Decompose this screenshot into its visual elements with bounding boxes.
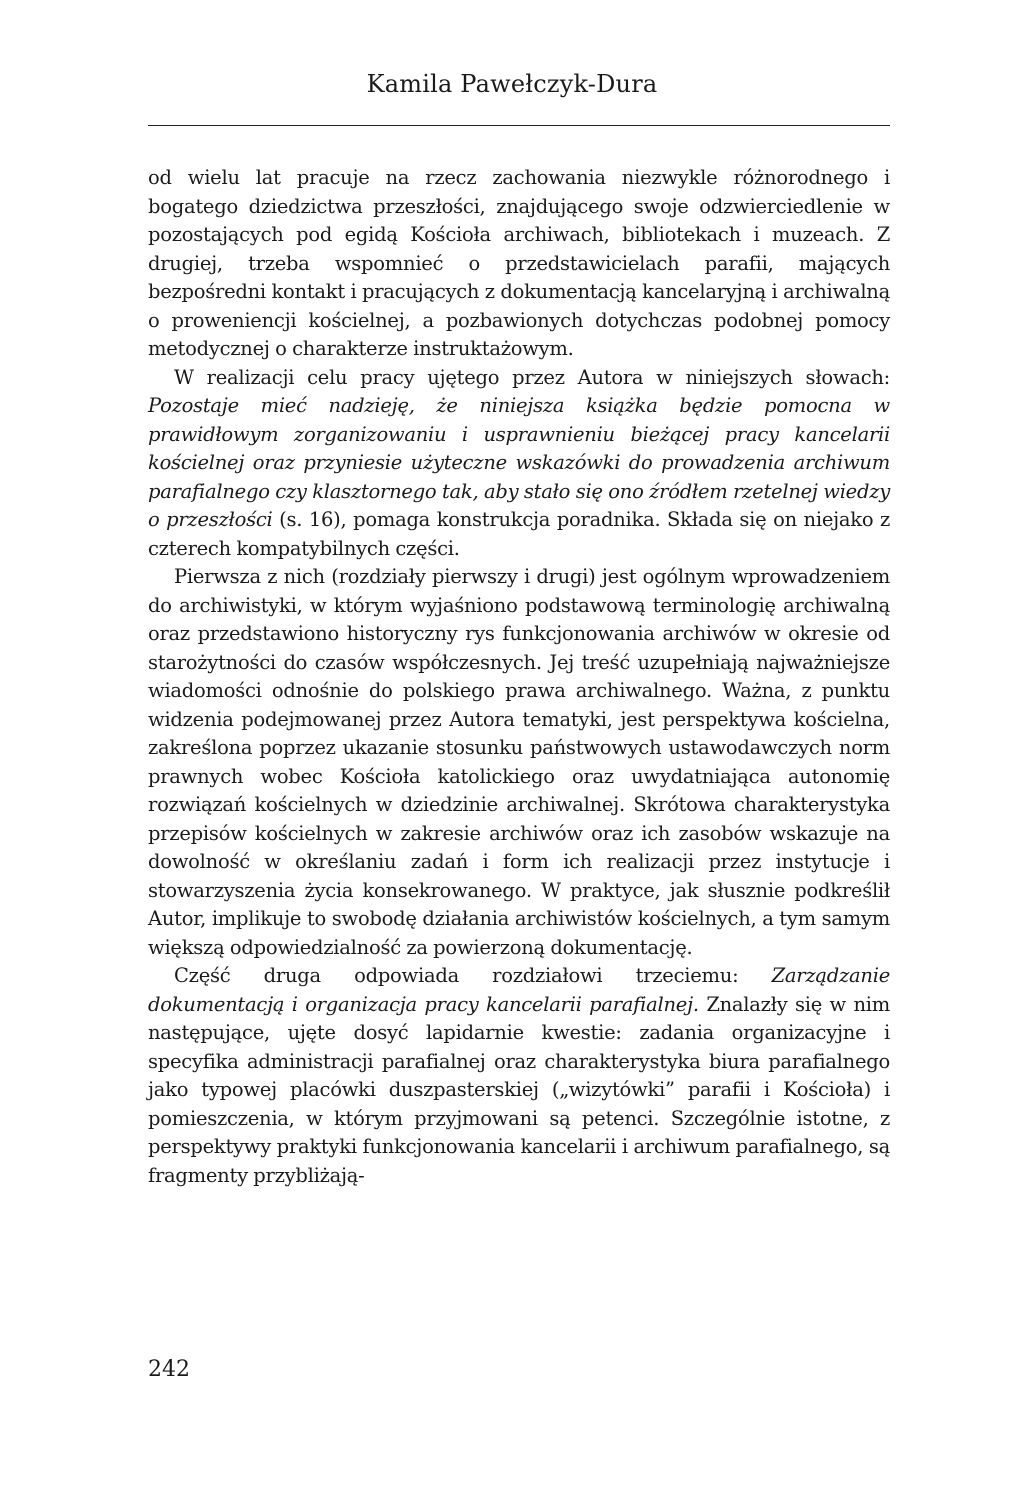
header-rule: [148, 125, 890, 126]
text-segment: W realizacji celu pracy ujętego przez Autora w niniejszych słowach:: [174, 365, 890, 389]
body-text: [148, 164, 890, 1190]
text-segment: Znalazły się w nim następujące, ujęte dosyć lapidarnie kwestie: zadania organizacyjne i specyfika administracji parafialnej oraz charakterystyka biura parafialnego jako typowej placówki duszpasterskiej („wizytówki” parafii i Kościoła) i pomieszczenia, w którym przyjmowani są petenci. Szczególnie istotne, z perspektywy praktyki funkcjonowania kancelarii i archiwum parafialnego, są fragmenty przybliżają-: [148, 992, 890, 1187]
text-segment: (s. 16), pomaga konstrukcja poradnika. Składa się on niejako z czterech kompatybilnych części.: [148, 508, 890, 560]
paragraph: [148, 962, 890, 1190]
text-segment: Pierwsza z nich (rozdziały pierwszy i drugi) jest ogólnym wprowadzeniem do archiwistyki, w którym wyjaśniono podstawową terminologię archiwalną oraz przedstawiono historyczny rys funkcjonowania archiwów w okresie od starożytności do czasów współczesnych. Jej treść uzupełniają najważniejsze wiadomości odnośnie do polskiego prawa archiwalnego. Ważna, z punktu widzenia podejmowanej przez Autora tematyki, jest perspektywa kościelna, zakreślona poprzez ukazanie stosunku państwowych ustawodawczych norm prawnych wobec Kościoła katolickiego oraz uwydatniająca autonomię rozwiązań kościelnych w dziedzinie archiwalnej. Skrótowa charakterystyka przepisów kościelnych w zakresie archiwów oraz ich zasobów wskazuje na dowolność w określaniu zadań i form ich realizacji przez instytucje i stowarzyszenia życia konsekrowanego. W praktyce, jak słusznie podkreślił Autor, implikuje to swobodę działania archiwistów kościelnych, a tym samym większą odpowiedzialność za powierzoną dokumentację.: [148, 565, 890, 959]
italic-chapter-title: Zarządzanie dokumentacją i organizacja pracy kancelarii parafialnej.: [148, 964, 890, 1016]
text-segment: Część druga odpowiada rozdziałowi trzeciemu:: [174, 964, 772, 987]
paragraph: [148, 164, 890, 364]
paragraph: [148, 563, 890, 962]
text-segment: od wielu lat pracuje na rzecz zachowania niezwykle różnorodnego i bogatego dziedzictwa przeszłości, znajdującego swoje odzwierciedlenie w pozostających pod egidą Kościoła archiwach, bibliotekach i muzeach. Z drugiej, trzeba wspomnieć o przedstawicielach parafii, mających bezpośredni kontakt i pracujących z dokumentacją kancelaryjną i archiwalną o proweniencji kościelnej, a pozbawionych dotychczas podobnej pomocy metodycznej o charakterze instruktażowym.: [148, 166, 890, 360]
running-head: Kamila Pawełczyk-Dura: [366, 70, 658, 98]
italic-quote: Pozostaje mieć nadzieję, że niniejsza książka będzie pomocna w prawidłowym zorganizowaniu i usprawnieniu bieżącej pracy kancelarii kościelnej oraz przyniesie użyteczne wskazówki do prowadzenia archiwum parafialnego czy klasztornego tak, aby stało się ono źródłem rzetelnej wiedzy o przeszłości: [148, 394, 890, 531]
page-number: 242: [148, 1357, 190, 1382]
paragraph: [148, 364, 890, 564]
